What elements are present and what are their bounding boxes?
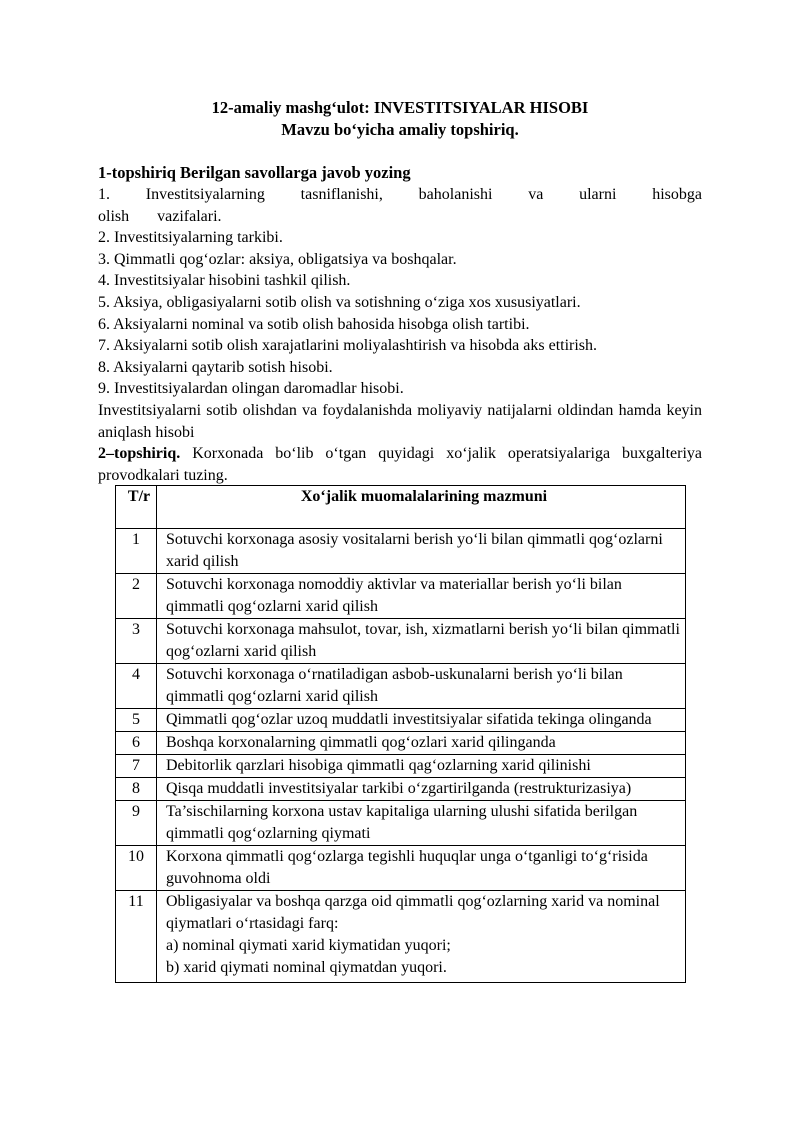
row-text-line: Obligasiyalar va boshqa qarzga oid qimmatli qog‘ozlarning xarid va nominal qiymatlari o‘rtasidagi farq: bbox=[166, 893, 660, 932]
question-item: 9. Investitsiyalardan olingan daromadlar hisobi. bbox=[98, 380, 404, 398]
row-text-line: a) nominal qiymati xarid kiymatidan yuqori; bbox=[166, 937, 451, 954]
column-header-desc: Xo‘jalik muomalalarining mazmuni bbox=[157, 486, 686, 529]
question-item: 3. Qimmatli qog‘ozlar: aksiya, obligatsiya va boshqalar. bbox=[98, 250, 457, 268]
row-number: 5 bbox=[116, 709, 157, 732]
title-block bbox=[98, 97, 702, 141]
question-item: 4. Investitsiyalar hisobini tashkil qilish. bbox=[98, 272, 351, 290]
question-list bbox=[98, 184, 702, 400]
table-row bbox=[116, 619, 686, 664]
task2-paragraph bbox=[98, 443, 702, 486]
task2-text: Korxonada bo‘lib o‘tgan quyidagi xo‘jalik operatsiyalariga buxgalteriya provodkalari tuzing. bbox=[98, 445, 702, 484]
document-title: 12-amaliy mashg‘ulot: INVESTITSIYALAR HISOBI bbox=[211, 98, 589, 117]
row-text-line: b) xarid qiymati nominal qiymatdan yuqori. bbox=[166, 959, 447, 976]
task1-heading: 1-topshiriq Berilgan savollarga javob yozing bbox=[98, 163, 411, 182]
table-row bbox=[116, 709, 686, 732]
row-text bbox=[157, 891, 686, 983]
table-row bbox=[116, 574, 686, 619]
row-number: 3 bbox=[116, 619, 157, 664]
row-text: Ta’sischilarning korxona ustav kapitaliga ularning ulushi sifatida berilgan qimmatli qog‘ozlarning qiymati bbox=[157, 801, 686, 846]
table-header-row bbox=[116, 486, 686, 529]
row-number: 8 bbox=[116, 778, 157, 801]
row-text: Sotuvchi korxonaga mahsulot, tovar, ish, xizmatlarni berish yo‘li bilan qimmatli qog‘ozlarni xarid qilish bbox=[157, 619, 686, 664]
document-subtitle: Mavzu bo‘yicha amaliy topshiriq. bbox=[281, 120, 519, 139]
column-header-num: T/r bbox=[116, 486, 157, 529]
body-block bbox=[98, 162, 702, 486]
question-item: 8. Aksiyalarni qaytarib sotish hisobi. bbox=[98, 358, 333, 376]
row-number: 9 bbox=[116, 801, 157, 846]
row-number: 4 bbox=[116, 664, 157, 709]
row-number: 7 bbox=[116, 755, 157, 778]
question-item: 7. Aksiyalarni sotib olish xarajatlarini moliyalashtirish va hisobda aks ettirish. bbox=[98, 337, 598, 355]
row-text: Qisqa muddatli investitsiyalar tarkibi o‘zgartirilganda (restrukturizasiya) bbox=[157, 778, 686, 801]
row-number: 1 bbox=[116, 529, 157, 574]
operations-table bbox=[115, 485, 686, 983]
row-text: Sotuvchi korxonaga asosiy vositalarni berish yo‘li bilan qimmatli qog‘ozlarni xarid qilish bbox=[157, 529, 686, 574]
table-row bbox=[116, 664, 686, 709]
question-item: 2. Investitsiyalarning tarkibi. bbox=[98, 229, 283, 247]
row-text: Qimmatli qog‘ozlar uzoq muddatli investitsiyalar sifatida tekinga olinganda bbox=[157, 709, 686, 732]
question-item: 6. Aksiyalarni nominal va sotib olish bahosida hisobga olish tartibi. bbox=[98, 315, 530, 333]
table-row bbox=[116, 891, 686, 983]
row-text: Sotuvchi korxonaga o‘rnatiladigan asbob-uskunalarni berish yo‘li bilan qimmatli qog‘ozlarni xarid qilish bbox=[157, 664, 686, 709]
question-item: 1. Investitsiyalarning tasniflanishi, baholanishi va ularni hisobga olish vazifalari. bbox=[98, 186, 702, 225]
row-text: Sotuvchi korxonaga nomoddiy aktivlar va materiallar berish yo‘li bilan qimmatli qog‘ozlarni xarid qilish bbox=[157, 574, 686, 619]
task1-closing: Investitsiyalarni sotib olishdan va foydalanishda moliyaviy natijalarni oldindan hamda keyin aniqlash hisobi bbox=[98, 401, 702, 441]
row-number: 10 bbox=[116, 846, 157, 891]
row-number: 2 bbox=[116, 574, 157, 619]
row-text: Korxona qimmatli qog‘ozlarga tegishli huquqlar unga o‘tganligi to‘g‘risida guvohnoma oldi bbox=[157, 846, 686, 891]
task2-label: 2–topshiriq. bbox=[98, 445, 181, 463]
row-number: 11 bbox=[116, 891, 157, 983]
table-row bbox=[116, 529, 686, 574]
table-row bbox=[116, 778, 686, 801]
table-row bbox=[116, 732, 686, 755]
row-text: Debitorlik qarzlari hisobiga qimmatli qag‘ozlarning xarid qilinishi bbox=[157, 755, 686, 778]
table-row bbox=[116, 846, 686, 891]
table-row bbox=[116, 801, 686, 846]
question-item: 5. Aksiya, obligasiyalarni sotib olish va sotishning o‘ziga xos xususiyatlari. bbox=[98, 293, 581, 311]
table-row bbox=[116, 755, 686, 778]
row-number: 6 bbox=[116, 732, 157, 755]
row-text: Boshqa korxonalarning qimmatli qog‘ozlari xarid qilinganda bbox=[157, 732, 686, 755]
